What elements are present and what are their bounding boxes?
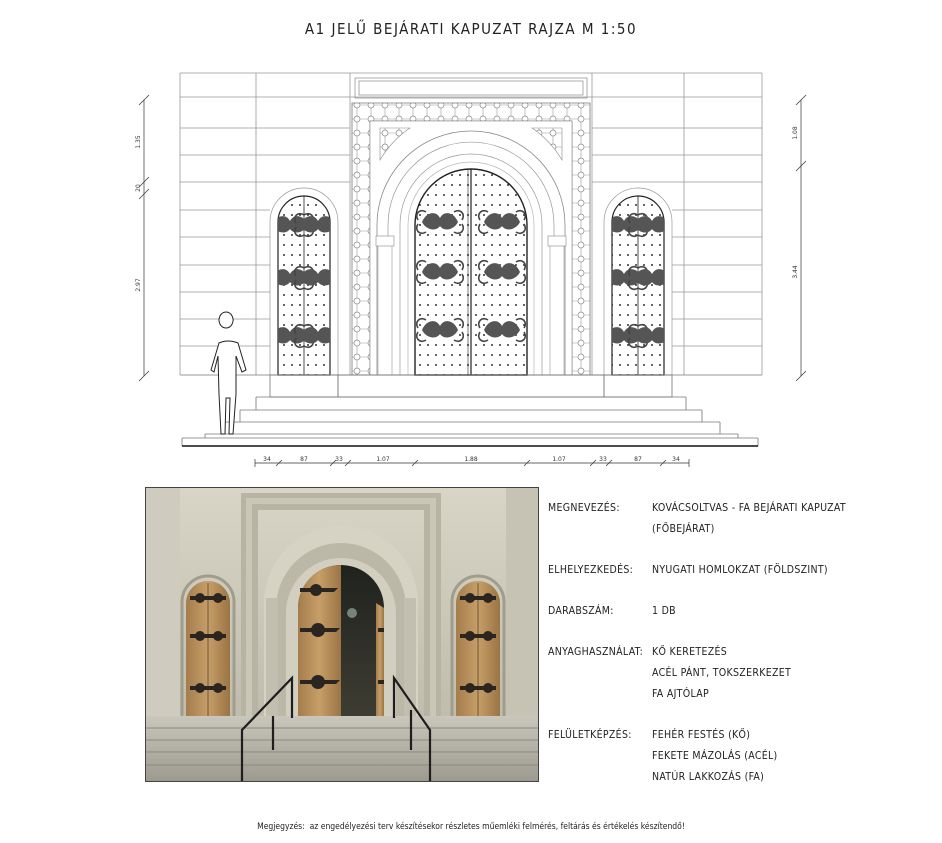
info-table — [548, 498, 928, 808]
dim-left-2: 20 — [135, 184, 142, 192]
info-row-location — [548, 560, 928, 581]
info-value: NYUGATI HOMLOKZAT (FÖLDSZINT) — [652, 564, 828, 576]
info-label: FELÜLETKÉPZÉS: — [548, 729, 632, 741]
dim-right-1: 1.08 — [792, 126, 799, 140]
info-value: 1 DB — [652, 605, 676, 617]
info-value: FA AJTÓLAP — [652, 688, 710, 700]
dim-bottom-7: 33 — [599, 456, 607, 463]
dim-bottom-5: 1.88 — [464, 456, 478, 463]
dim-bottom-6: 1.07 — [552, 456, 566, 463]
dim-bottom-9: 34 — [672, 456, 680, 463]
info-value: KŐ KERETEZÉS — [652, 646, 728, 658]
info-value: ACÉL PÁNT, TOKSZERKEZET — [652, 667, 792, 679]
human-figure-icon — [211, 312, 246, 434]
info-value: FEKETE MÁZOLÁS (ACÉL) — [652, 750, 778, 762]
dim-bottom-1: 34 — [263, 456, 271, 463]
info-row-quantity — [548, 601, 928, 622]
info-value: KOVÁCSOLTVAS - FA BEJÁRATI KAPUZAT — [652, 502, 846, 514]
info-row-name — [548, 498, 928, 540]
info-value: NATÚR LAKKOZÁS (FA) — [652, 771, 765, 783]
gate-photo — [145, 487, 539, 782]
footnote-text: az engedélyezési terv készítésekor részletes műemléki felmérés, feltárás és értékelés készítendő! — [309, 822, 685, 832]
dim-bottom-8: 87 — [634, 456, 642, 463]
footnote — [0, 822, 942, 832]
dim-right-2: 3.44 — [792, 265, 799, 279]
info-label: ANYAGHASZNÁLAT: — [548, 646, 644, 658]
info-label: MEGNEVEZÉS: — [548, 502, 620, 514]
info-row-materials — [548, 642, 928, 705]
dim-bottom-3: 33 — [335, 456, 343, 463]
info-label: ELHELYEZKEDÉS: — [548, 564, 634, 576]
dim-left-1: 1.35 — [135, 135, 142, 149]
info-label: DARABSZÁM: — [548, 605, 614, 617]
dim-bottom-4: 1.07 — [376, 456, 390, 463]
info-value: FEHÉR FESTÉS (KŐ) — [652, 729, 751, 741]
info-row-finish — [548, 725, 928, 788]
footnote-prefix: Megjegyzés: — [257, 822, 305, 832]
drawing-title: A1 JELŰ BEJÁRATI KAPUZAT RAJZA M 1:50 — [304, 20, 638, 38]
dim-bottom-2: 87 — [300, 456, 308, 463]
info-value: (FŐBEJÁRAT) — [652, 523, 715, 535]
dim-left-3: 2.97 — [135, 278, 142, 292]
